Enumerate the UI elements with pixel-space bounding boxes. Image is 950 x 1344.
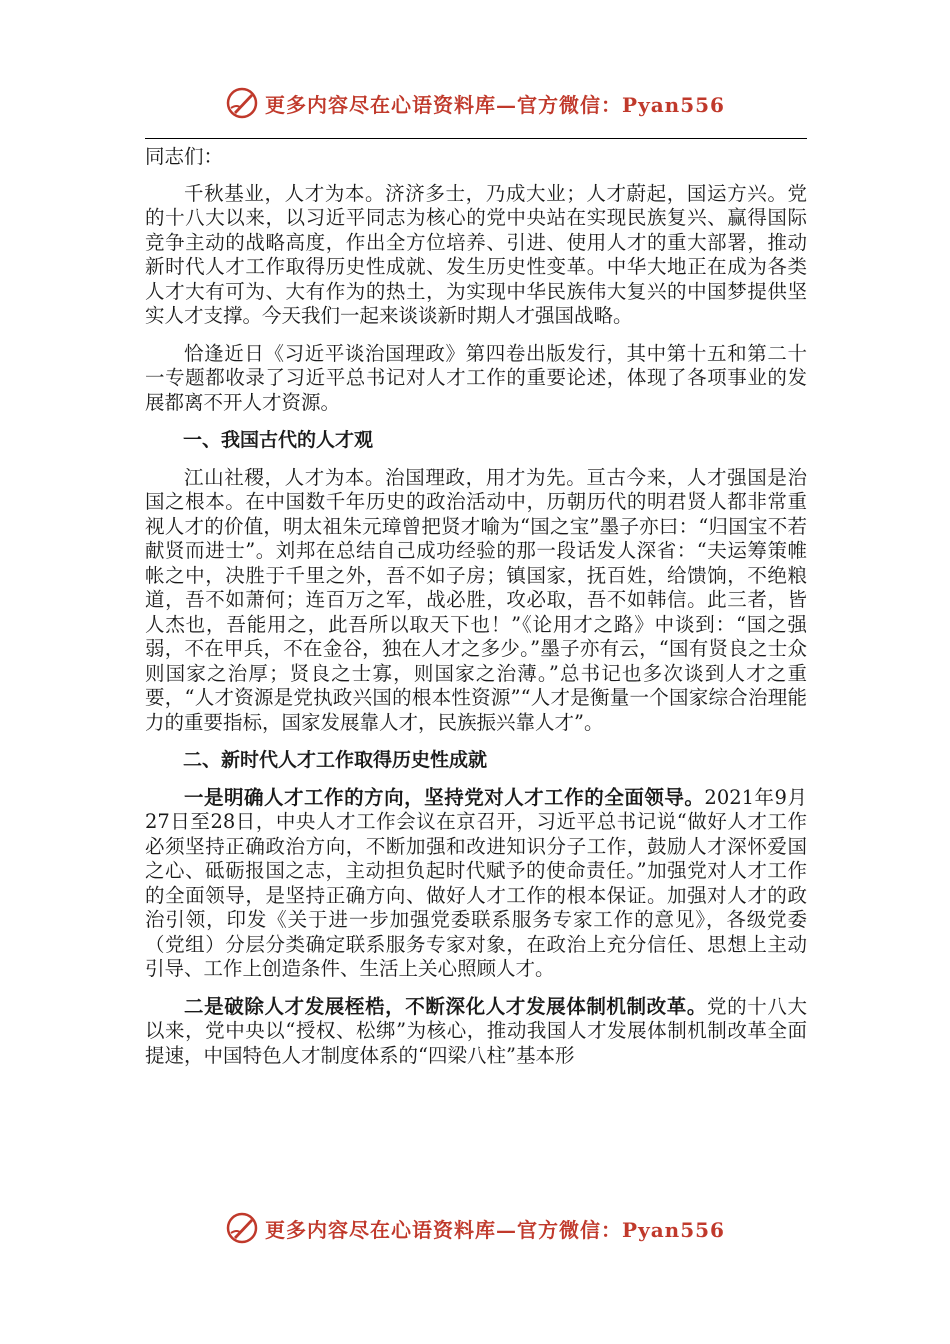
banner-text: 更多内容尽在心语资料库—官方微信：Pyan556	[265, 92, 725, 117]
footer-banner	[0, 1208, 950, 1248]
paragraph-text: 党的十八大以来，党中央以“授权、松绑”为核心，推动我国人才发展体制机制改革全面提速，中国特色人才制度体系的“四梁八柱”基本形	[145, 994, 807, 1067]
paragraph	[145, 995, 807, 1069]
pen-logo-icon	[225, 1211, 259, 1245]
paragraph	[145, 786, 807, 982]
paragraph: 江山社稷，人才为本。治国理政，用才为先。亘古今来，人才强国是治国之根本。在中国数千年历史的政治活动中，历朝历代的明君贤人都非常重视人才的价值，明太祖朱元璋曾把贤才喻为“国之宝”墨子亦曰：“归国宝不若献贤而进士”。刘邦在总结自己成功经验的那一段话发人深省：“夫运筹策帷帐之中，决胜于千里之外，吾不如子房；镇国家，抚百姓，给馈饷，不绝粮道，吾不如萧何；连百万之军，战必胜，攻必取，吾不如韩信。此三者，皆人杰也，吾能用之，此吾所以取天下也！”《论用才之路》中谈到：“国之强弱，不在甲兵，不在金谷，独在人才之多少。”墨子亦有云，“国有贤良之士众则国家之治厚；贤良之士寡，则国家之治薄。”总书记也多次谈到人才之重要，“人才资源是党执政兴国的根本性资源”“人才是衡量一个国家综合治理能力的重要指标，国家发展靠人才，民族振兴靠人才”。	[145, 465, 807, 734]
banner-text: 更多内容尽在心语资料库—官方微信：Pyan556	[265, 1217, 725, 1242]
paragraph-text: 2021年9月27日至28日，中央人才工作会议在京召开，习近平总书记说“做好人才工作必须坚持正确政治方向，不断加强和改进知识分子工作，鼓励人才深怀爱国之心、砥砺报国之志，主动担负起时代赋予的使命责任。”加强党对人才工作的全面领导，是坚持正确方向、做好人才工作的根本保证。加强对人才的政治引领，印发《关于进一步加强党委联系服务专家工作的意见》，各级党委（党组）分层分类确定联系服务专家对象，在政治上充分信任、思想上主动引导、工作上创造条件、生活上关心照顾人才。	[145, 785, 807, 980]
header-banner	[0, 83, 950, 123]
pen-logo-icon	[225, 86, 259, 120]
paragraph-lead: 一是明确人才工作的方向，坚持党对人才工作的全面领导。	[184, 785, 705, 809]
document-body	[145, 145, 807, 1081]
section-heading: 一、我国古代的人才观	[183, 429, 374, 451]
paragraph: 恰逢近日《习近平谈治国理政》第四卷出版发行，其中第十五和第二十一专题都收录了习近平总书记对人才工作的重要论述，体现了各项事业的发展都离不开人才资源。	[145, 341, 807, 414]
section-heading: 二、新时代人才工作取得历史性成就	[183, 749, 488, 771]
paragraph: 千秋基业，人才为本。济济多士，乃成大业；人才蔚起，国运方兴。党的十八大以来，以习近平同志为核心的党中央站在实现民族复兴、赢得国际竞争主动的战略高度，作出全方位培养、引进、使用人才的重大部署，推动新时代人才工作取得历史性成就、发生历史性变革。中华大地正在成为各类人才大有可为、大有作为的热土，为实现中华民族伟大复兴的中国梦提供坚实人才支撑。今天我们一起来谈谈新时期人才强国战略。	[145, 181, 807, 327]
salutation: 同志们：	[145, 145, 224, 168]
header-divider	[145, 138, 807, 139]
paragraph-lead: 二是破除人才发展桎梏，不断深化人才发展体制机制改革。	[184, 994, 708, 1018]
